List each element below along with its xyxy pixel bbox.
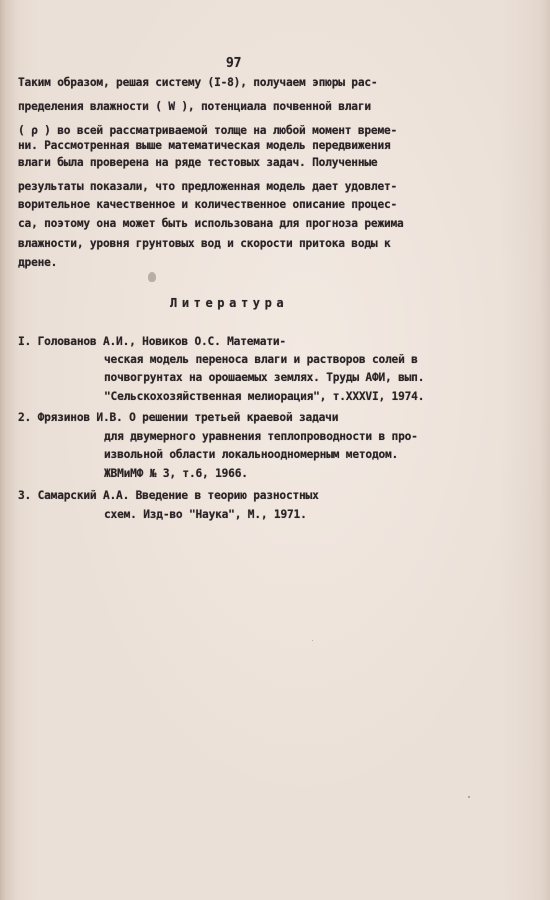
- reference-line: почвогрунтах на орошаемых землях. Труды АФИ, вып.: [104, 371, 425, 384]
- reference-line: извольной области локальноодномерным методом.: [104, 448, 399, 461]
- paragraph-line: са, поэтому она может быть использована для прогноза режима: [18, 217, 404, 230]
- reference-line: ческая модель переноса влаги и растворов солей в: [104, 353, 418, 366]
- paragraph-line: результаты показали, что предложенная модель дает удовлет-: [18, 180, 398, 193]
- paragraph-line: дрене.: [18, 256, 58, 269]
- paragraph-line: ворительное качественное и количественное описание процес-: [18, 198, 398, 211]
- paragraph-line: влаги была проверена на ряде тестовых задач. Полученные: [18, 156, 378, 169]
- reference-line: I. Голованов А.И., Новиков О.С. Математи-: [18, 335, 286, 348]
- reference-line: для двумерного уравнения теплопроводности в про-: [104, 430, 418, 443]
- paragraph-line: Таким образом, решая систему (I-8), получаем эпюры рас-: [18, 76, 378, 89]
- references-heading: Литература: [170, 296, 289, 310]
- paragraph-line: ( ρ ) во всей рассматриваемой толще на любой момент време-: [18, 124, 398, 137]
- paper-fleck: [312, 640, 313, 641]
- reference-line: "Сельскохозяйственная мелиорация", т.XXXVI, 1974.: [104, 390, 425, 403]
- ink-blot: [148, 272, 156, 282]
- reference-line: 3. Самарский А.А. Введение в теорию разностных: [18, 489, 319, 502]
- reference-line: 2. Фрязинов И.В. О решении третьей краевой задачи: [18, 411, 339, 424]
- paragraph-line: ни. Рассмотренная выше математическая модель передвижения: [18, 139, 391, 152]
- reference-line: ЖВМиМФ № 3, т.6, 1966.: [104, 467, 248, 480]
- paragraph-line: пределения влажности ( W ), потенциала почвенной влаги: [18, 100, 371, 113]
- page-number: 97: [226, 56, 242, 71]
- reference-line: схем. Изд-во "Наука", М., 1971.: [104, 508, 307, 521]
- paragraph-line: влажности, уровня грунтовых вод и скорости притока воды к: [18, 237, 391, 250]
- paper-fleck: [468, 796, 470, 798]
